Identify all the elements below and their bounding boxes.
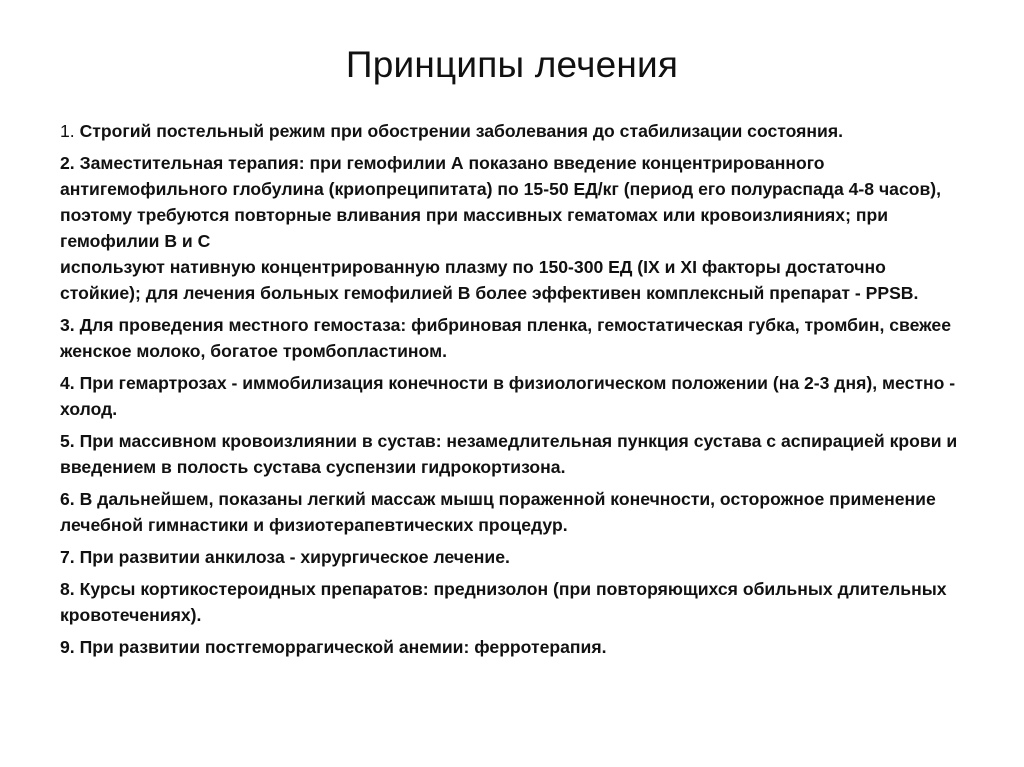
item-text: При гемартрозах - иммобилизация конечности в физиологическом положении (на 2-3 дня), местно - холод.	[60, 373, 956, 419]
item-text: Для проведения местного гемостаза: фибриновая пленка, гемостатическая губка, тромбин, свежее женское молоко, богатое тромбопластином.	[60, 315, 951, 361]
list-item-4	[60, 370, 960, 422]
item-number: 2.	[60, 153, 75, 173]
list-item-2	[60, 150, 960, 306]
list-item-1	[60, 118, 960, 144]
item-number: 8.	[60, 579, 75, 599]
item-text: При массивном кровоизлиянии в сустав: незамедлительная пункция сустава с аспирацией крови и введением в полость сустава суспензии гидрокортизона.	[60, 431, 958, 477]
item-number: 5.	[60, 431, 75, 451]
list-item-8	[60, 576, 960, 628]
list-item-9	[60, 634, 960, 660]
item-text: Строгий постельный режим при обострении заболевания до стабилизации состояния.	[79, 121, 844, 141]
item-number: 7.	[60, 547, 75, 567]
item-number: 4.	[60, 373, 75, 393]
item-text: При развитии анкилоза - хирургическое лечение.	[79, 547, 510, 567]
list-item-7	[60, 544, 960, 570]
list-item-6	[60, 486, 960, 538]
item-number: 9.	[60, 637, 75, 657]
item-number: 6.	[60, 489, 75, 509]
item-text: При развитии постгеморрагической анемии: ферротерапия.	[79, 637, 607, 657]
treatment-principles-list	[60, 118, 960, 666]
item-number: 3.	[60, 315, 75, 335]
slide-title: Принципы лечения	[345, 44, 679, 85]
list-item-3	[60, 312, 960, 364]
list-item-5	[60, 428, 960, 480]
item-text: Курсы кортикостероидных препаратов: преднизолон (при повторяющихся обильных длительных кровотечениях).	[60, 579, 947, 625]
item-text: Заместительная терапия: при гемофилии А показано введение концентрированного антигемофильного глобулина (криопреципитата) по 15-50 ЕД/кг (период его полураспада 4-8 часов), поэтому требуются повторные вливания при массивных гематомах или кровоизлияниях; при гемофилии В и С	[60, 153, 942, 251]
item-text-continued: используют нативную концентрированную плазму по 150-300 ЕД (IX и XI факторы достаточно стойкие); для лечения больных гемофилией В более эффективен комплексный препарат - PPSB.	[60, 257, 919, 303]
item-text: В дальнейшем, показаны легкий массаж мышц пораженной конечности, осторожное применение лечебной гимнастики и физиотерапевтических процедур.	[60, 489, 936, 535]
item-number: 1.	[60, 121, 75, 141]
